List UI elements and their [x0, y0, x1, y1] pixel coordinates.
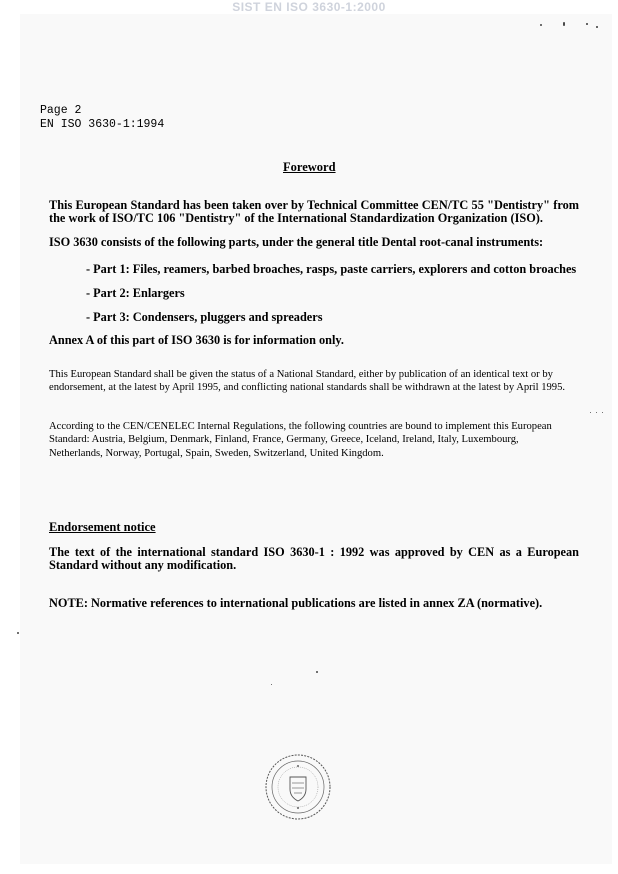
official-seal-icon — [264, 753, 332, 821]
foreword-paragraph-5: According to the CEN/CENELEC Internal Regulations, the following countries are bound to implement this European Standard: Austria, Belgium, Denmark, Finland, France, Germany, Greece, Iceland, Ireland, Italy, Luxembourg, Netherlands, Norway, Portugal, Spain, Sweden, Switzerland, United Kingdom. — [49, 421, 552, 459]
foreword-paragraph-4: This European Standard shall be given the status of a National Standard, either by publication of an identical text or by endorsement, at the latest by April 1995, and conflicting national standards shall be withdrawn at the latest by April 1995. — [49, 369, 566, 394]
foreword-paragraph-3: Annex A of this part of ISO 3630 is for information only. — [49, 333, 344, 347]
list-item: - Part 1: Files, reamers, barbed broaches, rasps, paste carriers, explorers and cotton broaches — [86, 262, 577, 276]
list-item: - Part 3: Condensers, pluggers and spreaders — [86, 310, 323, 324]
endorsement-note: NOTE: Normative references to international publications are listed in annex ZA (normative). — [49, 596, 543, 610]
foreword-paragraph-2: ISO 3630 consists of the following parts, under the general title Dental root-canal instruments: — [49, 235, 544, 249]
page-number: Page 2 — [40, 104, 82, 117]
foreword-paragraph-1: This European Standard has been taken over by Technical Committee CEN/TC 55 "Dentistry" from the work of ISO/TC 106 "Dentistry" of the International Standardization Organization (ISO). — [49, 198, 579, 225]
document-id: EN ISO 3630-1:1994 — [40, 118, 165, 131]
watermark: SIST EN ISO 3630-1:2000 — [232, 0, 386, 14]
foreword-heading: Foreword — [283, 160, 336, 174]
list-item: - Part 2: Enlargers — [86, 286, 185, 300]
endorsement-paragraph: The text of the international standard ISO 3630-1 : 1992 was approved by CEN as a European Standard without any modification. — [49, 545, 579, 572]
endorsement-heading: Endorsement notice — [49, 520, 156, 534]
